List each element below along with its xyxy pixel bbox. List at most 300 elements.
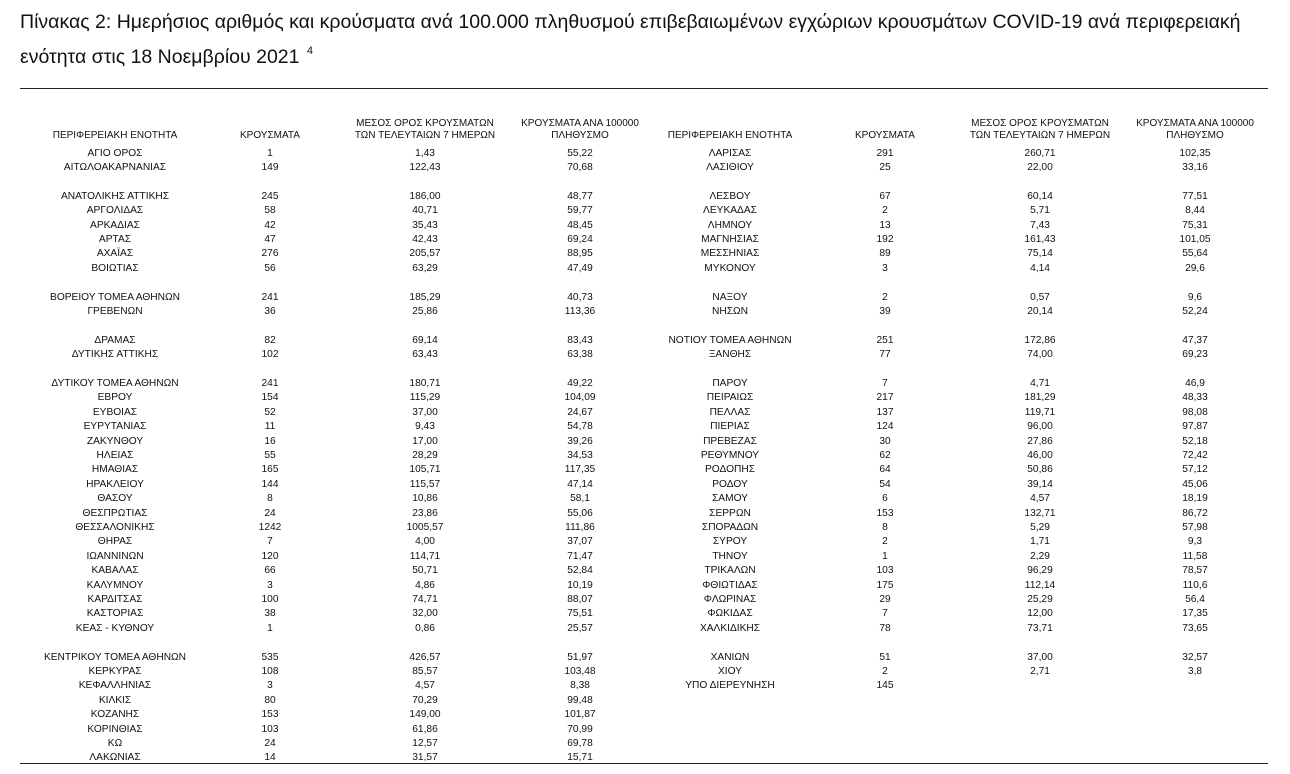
left-cell-avg: 28,29 [412,449,438,461]
left-cell-avg: 4,86 [415,579,435,591]
right-cell-per100k: 33,16 [1182,161,1208,173]
table-row [0,651,1290,665]
right-cell-per100k: 55,64 [1182,248,1208,260]
right-cell-cases: 8 [882,521,888,533]
right-cell-avg: 5,71 [1030,205,1050,217]
left-cell-cases: 149 [261,161,279,173]
right-cell-region: ΝΗΣΩΝ [712,305,748,317]
left-cell-region: ΚΕΑΣ - ΚΥΘΝΟΥ [75,622,155,634]
right-cell-per100k: 8,44 [1185,205,1205,217]
right-cell-avg: 119,71 [1024,406,1056,418]
left-cell-cases: 36 [264,305,276,317]
right-cell-avg: 112,14 [1024,579,1056,591]
right-cell-avg: 2,71 [1030,665,1050,677]
table-row [0,449,1290,463]
right-cell-per100k: 29,6 [1185,262,1205,274]
right-cell-cases: 77 [879,349,891,361]
right-cell-cases: 64 [879,464,891,476]
left-cell-region: ΚΟΡΙΝΘΙΑΣ [87,723,143,735]
right-cell-avg: 4,57 [1030,493,1050,505]
right-cell-cases: 192 [876,233,894,245]
left-cell-region: ΚΙΛΚΙΣ [98,694,132,706]
left-cell-avg: 70,29 [412,694,438,706]
right-cell-per100k: 11,58 [1182,550,1208,562]
left-cell-cases: 241 [261,291,279,303]
right-cell-avg: 46,00 [1027,449,1053,461]
left-cell-cases: 102 [261,349,279,361]
right-cell-per100k: 52,24 [1182,305,1208,317]
left-cell-per100k: 52,84 [567,565,593,577]
left-cell-avg: 149,00 [409,709,441,721]
left-cell-cases: 80 [264,694,276,706]
right-cell-cases: 2 [882,291,888,303]
right-cell-cases: 29 [879,593,891,605]
left-cell-region: ΒΟΡΕΙΟΥ ΤΟΜΕΑ ΑΘΗΝΩΝ [50,291,180,303]
left-cell-region: ΚΑΣΤΟΡΙΑΣ [86,608,144,620]
left-cell-cases: 241 [261,377,279,389]
right-cell-cases: 2 [882,536,888,548]
left-cell-avg: 4,00 [415,536,435,548]
right-cell-per100k: 56,4 [1185,593,1205,605]
right-cell-region: ΡΟΔΟΠΗΣ [704,464,756,476]
header-region-left: ΠΕΡΙΦΕΡΕΙΑΚΗ ΕΝΟΤΗΤΑ [52,130,178,141]
left-cell-per100k: 25,57 [567,622,593,634]
right-cell-region: ΥΠΟ ΔΙΕΡΕΥΝΗΣΗ [685,680,775,692]
table-row [0,219,1290,233]
right-cell-per100k: 97,87 [1182,421,1208,433]
right-cell-cases: 3 [882,262,888,274]
left-cell-cases: 11 [264,421,276,433]
header-per100k-left-line2: ΠΛΗΘΥΣΜΟ [551,130,609,141]
right-cell-cases: 30 [879,435,891,447]
right-cell-region: ΣΠΟΡΑΔΩΝ [701,521,759,533]
left-cell-region: ΗΜΑΘΙΑΣ [91,464,139,476]
left-cell-avg: 10,86 [412,493,438,505]
header-avg-right-line2: ΤΩΝ ΤΕΛΕΥΤΑΙΩΝ 7 ΗΜΕΡΩΝ [969,130,1111,141]
left-cell-per100k: 55,22 [567,147,593,159]
left-cell-region: ΘΑΣΟΥ [97,493,133,505]
left-cell-cases: 16 [264,435,276,447]
left-cell-cases: 24 [264,737,276,749]
left-cell-avg: 105,71 [409,464,441,476]
left-cell-per100k: 59,77 [567,205,593,217]
right-cell-per100k: 18,19 [1182,493,1208,505]
table-row [0,607,1290,621]
right-cell-per100k: 102,35 [1179,147,1211,159]
table-row [0,435,1290,449]
left-cell-region: ΚΩ [107,737,123,749]
left-cell-avg: 42,43 [412,233,438,245]
right-cell-avg: 7,43 [1030,219,1050,231]
left-cell-region: ΚΑΡΔΙΤΣΑΣ [87,593,143,605]
left-cell-cases: 42 [264,219,276,231]
left-cell-cases: 108 [261,665,279,677]
left-cell-avg: 4,57 [415,680,435,692]
right-cell-cases: 6 [882,493,888,505]
header-per100k-right [1110,118,1280,142]
right-cell-region: ΛΕΥΚΑΔΑΣ [703,205,757,217]
left-cell-region: ΚΕΝΤΡΙΚΟΥ ΤΟΜΕΑ ΑΘΗΝΩΝ [43,651,187,663]
left-cell-per100k: 117,35 [564,464,596,476]
table-row [0,478,1290,492]
left-cell-avg: 25,86 [412,305,438,317]
left-cell-cases: 103 [261,723,279,735]
left-cell-avg: 50,71 [412,565,438,577]
right-cell-avg: 260,71 [1024,147,1056,159]
left-cell-per100k: 47,49 [567,262,593,274]
left-cell-avg: 0,86 [415,622,435,634]
header-cases-left: ΚΡΟΥΣΜΑΤΑ [240,130,300,141]
right-cell-avg: 50,86 [1027,464,1053,476]
left-cell-region: ΛΑΚΩΝΙΑΣ [89,752,141,764]
left-cell-per100k: 71,47 [567,550,593,562]
left-cell-cases: 154 [261,392,279,404]
table-row [0,391,1290,405]
right-cell-per100k: 17,35 [1182,608,1208,620]
right-cell-per100k: 86,72 [1182,507,1208,519]
left-cell-region: ΑΙΤΩΛΟΑΚΑΡΝΑΝΙΑΣ [63,161,167,173]
table-row [0,737,1290,751]
table-row [0,708,1290,722]
right-cell-avg: 1,71 [1030,536,1050,548]
header-avg-right [955,118,1125,142]
right-cell-cases: 175 [876,579,894,591]
right-cell-region: ΣΑΜΟΥ [712,493,748,505]
left-cell-cases: 245 [261,190,279,202]
left-cell-cases: 165 [261,464,279,476]
left-cell-avg: 69,14 [412,334,438,346]
table-row [0,564,1290,578]
right-cell-region: ΠΑΡΟΥ [712,377,748,389]
table-row [0,507,1290,521]
left-cell-avg: 115,29 [409,392,441,404]
left-cell-per100k: 54,78 [567,421,593,433]
left-cell-avg: 205,57 [409,248,441,260]
right-cell-cases: 124 [876,421,894,433]
right-cell-region: ΧΑΛΚΙΔΙΚΗΣ [699,622,761,634]
right-cell-avg: 74,00 [1027,349,1053,361]
right-cell-per100k: 78,57 [1182,565,1208,577]
right-cell-per100k: 52,18 [1182,435,1208,447]
left-cell-per100k: 70,68 [567,161,593,173]
right-cell-cases: 251 [876,334,894,346]
right-cell-cases: 89 [879,248,891,260]
right-cell-region: ΤΗΝΟΥ [712,550,748,562]
left-cell-avg: 40,71 [412,205,438,217]
left-cell-avg: 63,43 [412,349,438,361]
title-line-2 [20,37,1270,72]
footnote-marker: 4 [306,45,314,57]
left-cell-region: ΓΡΕΒΕΝΩΝ [87,305,143,317]
left-cell-cases: 153 [261,709,279,721]
left-cell-cases: 38 [264,608,276,620]
left-cell-cases: 276 [261,248,279,260]
left-cell-region: ΔΡΑΜΑΣ [94,334,136,346]
left-cell-cases: 47 [264,233,276,245]
right-cell-cases: 62 [879,449,891,461]
table-row [0,147,1290,161]
right-cell-per100k: 73,65 [1182,622,1208,634]
table-row [0,694,1290,708]
table-row [0,377,1290,391]
left-cell-per100k: 15,71 [567,752,593,764]
left-cell-avg: 122,43 [409,161,441,173]
right-cell-region: ΡΟΔΟΥ [712,478,748,490]
table-row [0,348,1290,362]
right-cell-cases: 137 [876,406,894,418]
right-cell-region: ΦΩΚΙΔΑΣ [707,608,753,620]
table-row [0,550,1290,564]
left-cell-region: ΑΓΙΟ ΟΡΟΣ [87,147,143,159]
table-row [0,665,1290,679]
right-cell-region: ΤΡΙΚΑΛΩΝ [704,565,756,577]
right-cell-per100k: 57,12 [1182,464,1208,476]
right-cell-region: ΜΑΓΝΗΣΙΑΣ [701,233,759,245]
left-cell-region: ΕΥΡΥΤΑΝΙΑΣ [83,421,147,433]
right-cell-per100k: 48,33 [1182,392,1208,404]
left-cell-region: ΚΕΡΚΥΡΑΣ [88,665,142,677]
right-cell-avg: 60,14 [1027,190,1053,202]
left-cell-per100k: 40,73 [567,291,593,303]
left-cell-per100k: 70,99 [567,723,593,735]
left-cell-region: ΚΑΒΑΛΑΣ [91,565,139,577]
left-cell-avg: 35,43 [412,219,438,231]
left-cell-per100k: 8,38 [570,680,590,692]
right-cell-region: ΛΗΜΝΟΥ [707,219,753,231]
table-row [0,622,1290,636]
left-cell-avg: 9,43 [415,421,435,433]
left-cell-cases: 55 [264,449,276,461]
top-rule [20,88,1268,89]
left-cell-region: ΒΟΙΩΤΙΑΣ [91,262,139,274]
table-row [0,492,1290,506]
table-row [0,463,1290,477]
left-cell-avg: 37,00 [412,406,438,418]
left-cell-per100k: 34,53 [567,449,593,461]
right-cell-cases: 7 [882,608,888,620]
right-cell-avg: 172,86 [1024,334,1056,346]
right-cell-avg: 27,86 [1027,435,1053,447]
header-per100k-left [495,118,665,142]
right-cell-region: ΛΑΡΙΣΑΣ [708,147,752,159]
left-cell-region: ΔΥΤΙΚΟΥ ΤΟΜΕΑ ΑΘΗΝΩΝ [51,377,179,389]
right-cell-region: ΠΕΛΛΑΣ [709,406,751,418]
right-cell-per100k: 45,06 [1182,478,1208,490]
right-cell-per100k: 32,57 [1182,651,1208,663]
right-cell-region: ΜΕΣΣΗΝΙΑΣ [700,248,760,260]
header-avg-right-line1: ΜΕΣΟΣ ΟΡΟΣ ΚΡΟΥΣΜΑΤΩΝ [971,118,1109,129]
table-row [0,247,1290,261]
left-cell-region: ΗΡΑΚΛΕΙΟΥ [86,478,144,490]
left-cell-cases: 3 [267,579,273,591]
right-cell-cases: 7 [882,377,888,389]
right-cell-per100k: 47,37 [1182,334,1208,346]
header-avg-left-line1: ΜΕΣΟΣ ΟΡΟΣ ΚΡΟΥΣΜΑΤΩΝ [356,118,494,129]
header-per100k-left-line1: ΚΡΟΥΣΜΑΤΑ ΑΝΑ 100000 [521,118,639,129]
header-avg-left [340,118,510,142]
right-cell-avg: 20,14 [1027,305,1053,317]
right-cell-region: ΛΕΣΒΟΥ [709,190,751,202]
left-cell-region: ΘΕΣΣΑΛΟΝΙΚΗΣ [75,521,155,533]
left-cell-cases: 14 [264,752,276,764]
right-cell-avg: 96,29 [1027,565,1053,577]
left-cell-region: ΔΥΤΙΚΗΣ ΑΤΤΙΚΗΣ [71,349,159,361]
table-row [0,291,1290,305]
header-region-right: ΠΕΡΙΦΕΡΕΙΑΚΗ ΕΝΟΤΗΤΑ [667,130,793,141]
right-cell-region: ΠΙΕΡΙΑΣ [710,421,750,433]
right-cell-region: ΛΑΣΙΘΙΟΥ [706,161,754,173]
right-cell-avg: 4,14 [1030,262,1050,274]
right-cell-region: ΡΕΘΥΜΝΟΥ [700,449,760,461]
title-line-2-text: ενότητα στις 18 Νοεμβρίου 2021 [20,46,300,68]
left-cell-region: ΚΑΛΥΜΝΟΥ [86,579,144,591]
left-cell-avg: 74,71 [412,593,438,605]
table-row [0,334,1290,348]
left-cell-region: ΑΝΑΤΟΛΙΚΗΣ ΑΤΤΙΚΗΣ [60,190,170,202]
right-cell-avg: 0,57 [1030,291,1050,303]
left-cell-avg: 31,57 [412,752,438,764]
table-row [0,579,1290,593]
table-row [0,420,1290,434]
left-cell-avg: 114,71 [409,550,441,562]
left-cell-per100k: 24,67 [567,406,593,418]
left-cell-per100k: 58,1 [570,493,590,505]
header-per100k-right-line1: ΚΡΟΥΣΜΑΤΑ ΑΝΑ 100000 [1136,118,1254,129]
left-cell-avg: 23,86 [412,507,438,519]
left-cell-per100k: 55,06 [567,507,593,519]
right-cell-region: ΠΕΙΡΑΙΩΣ [706,392,754,404]
left-cell-per100k: 39,26 [567,435,593,447]
right-cell-avg: 5,29 [1030,521,1050,533]
left-cell-per100k: 63,38 [567,349,593,361]
table-row [0,679,1290,693]
table-row [0,593,1290,607]
title-line-1: Πίνακας 2: Ημερήσιος αριθμός και κρούσματα ανά 100.000 πληθυσμού επιβεβαιωμένων εγχώριων κρουσμάτων COVID-19 ανά περιφερειακή [20,11,1241,33]
right-cell-region: ΠΡΕΒΕΖΑΣ [703,435,757,447]
left-cell-region: ΑΧΑΪΑΣ [96,248,134,260]
left-cell-region: ΚΕΦΑΛΛΗΝΙΑΣ [78,680,152,692]
right-cell-cases: 291 [876,147,894,159]
right-cell-cases: 39 [879,305,891,317]
left-cell-region: ΘΗΡΑΣ [97,536,133,548]
left-cell-per100k: 69,24 [567,233,593,245]
left-cell-region: ΑΡΚΑΔΙΑΣ [90,219,140,231]
right-cell-cases: 54 [879,478,891,490]
left-cell-per100k: 75,51 [567,608,593,620]
left-cell-region: ΕΥΒΟΙΑΣ [92,406,138,418]
left-cell-avg: 1005,57 [406,521,444,533]
right-cell-avg: 181,29 [1024,392,1056,404]
left-cell-cases: 100 [261,593,279,605]
right-cell-avg: 25,29 [1027,593,1053,605]
right-cell-per100k: 9,3 [1187,536,1203,548]
left-cell-per100k: 101,87 [564,709,596,721]
right-cell-avg: 12,00 [1027,608,1053,620]
left-cell-avg: 186,00 [409,190,441,202]
left-cell-avg: 1,43 [415,147,435,159]
left-cell-cases: 56 [264,262,276,274]
left-cell-per100k: 103,48 [564,665,596,677]
left-cell-region: ΕΒΡΟΥ [97,392,133,404]
left-cell-cases: 7 [267,536,273,548]
left-cell-avg: 180,71 [409,377,441,389]
right-cell-cases: 25 [879,161,891,173]
left-cell-avg: 17,00 [412,435,438,447]
right-cell-region: ΝΑΞΟΥ [712,291,748,303]
right-cell-per100k: 98,08 [1182,406,1208,418]
left-cell-avg: 63,29 [412,262,438,274]
table-row [0,190,1290,204]
header-avg-left-line2: ΤΩΝ ΤΕΛΕΥΤΑΙΩΝ 7 ΗΜΕΡΩΝ [354,130,496,141]
table-row [0,535,1290,549]
right-cell-region: ΣΥΡΟΥ [712,536,748,548]
left-cell-per100k: 83,43 [567,334,593,346]
right-cell-per100k: 9,6 [1187,291,1203,303]
header-cases-right: ΚΡΟΥΣΜΑΤΑ [855,130,915,141]
left-cell-avg: 12,57 [412,737,438,749]
right-cell-cases: 103 [876,565,894,577]
table-row [0,204,1290,218]
table-row [0,521,1290,535]
left-cell-avg: 185,29 [409,291,441,303]
right-cell-per100k: 72,42 [1182,449,1208,461]
left-cell-region: ΑΡΓΟΛΙΔΑΣ [86,205,144,217]
right-cell-per100k: 75,31 [1182,219,1208,231]
right-cell-avg: 39,14 [1027,478,1053,490]
left-cell-cases: 1 [267,147,273,159]
right-cell-per100k: 3,8 [1187,665,1203,677]
right-cell-cases: 217 [876,392,894,404]
right-cell-per100k: 69,23 [1182,349,1208,361]
table-row [0,406,1290,420]
left-cell-cases: 1242 [258,521,282,533]
right-cell-region: ΦΘΙΩΤΙΔΑΣ [702,579,758,591]
left-cell-per100k: 69,78 [567,737,593,749]
right-cell-cases: 1 [882,550,888,562]
left-cell-per100k: 48,45 [567,219,593,231]
right-cell-region: ΦΛΩΡΙΝΑΣ [703,593,757,605]
left-cell-region: ΑΡΤΑΣ [98,233,132,245]
left-cell-region: ΙΩΑΝΝΙΝΩΝ [86,550,144,562]
right-cell-avg: 22,00 [1027,161,1053,173]
right-cell-cases: 51 [879,651,891,663]
right-cell-avg: 37,00 [1027,651,1053,663]
left-cell-cases: 58 [264,205,276,217]
right-cell-region: ΧΑΝΙΩΝ [710,651,750,663]
left-cell-region: ΘΕΣΠΡΩΤΙΑΣ [82,507,148,519]
left-cell-per100k: 99,48 [567,694,593,706]
right-cell-per100k: 46,9 [1185,377,1205,389]
right-cell-cases: 78 [879,622,891,634]
left-cell-region: ΚΟΖΑΝΗΣ [90,709,140,721]
left-cell-cases: 144 [261,478,279,490]
left-cell-per100k: 51,97 [567,651,593,663]
bottom-rule [20,763,1268,764]
right-cell-region: ΜΥΚΟΝΟΥ [704,262,756,274]
table-row [0,233,1290,247]
left-cell-per100k: 47,14 [567,478,593,490]
right-cell-avg: 2,29 [1030,550,1050,562]
right-cell-per100k: 110,6 [1182,579,1208,591]
left-cell-cases: 8 [267,493,273,505]
left-cell-per100k: 10,19 [567,579,593,591]
left-cell-avg: 426,57 [409,651,441,663]
right-cell-avg: 4,71 [1030,377,1050,389]
left-cell-per100k: 104,09 [564,392,596,404]
left-cell-cases: 3 [267,680,273,692]
left-cell-per100k: 111,86 [565,521,595,533]
right-cell-per100k: 77,51 [1182,190,1208,202]
